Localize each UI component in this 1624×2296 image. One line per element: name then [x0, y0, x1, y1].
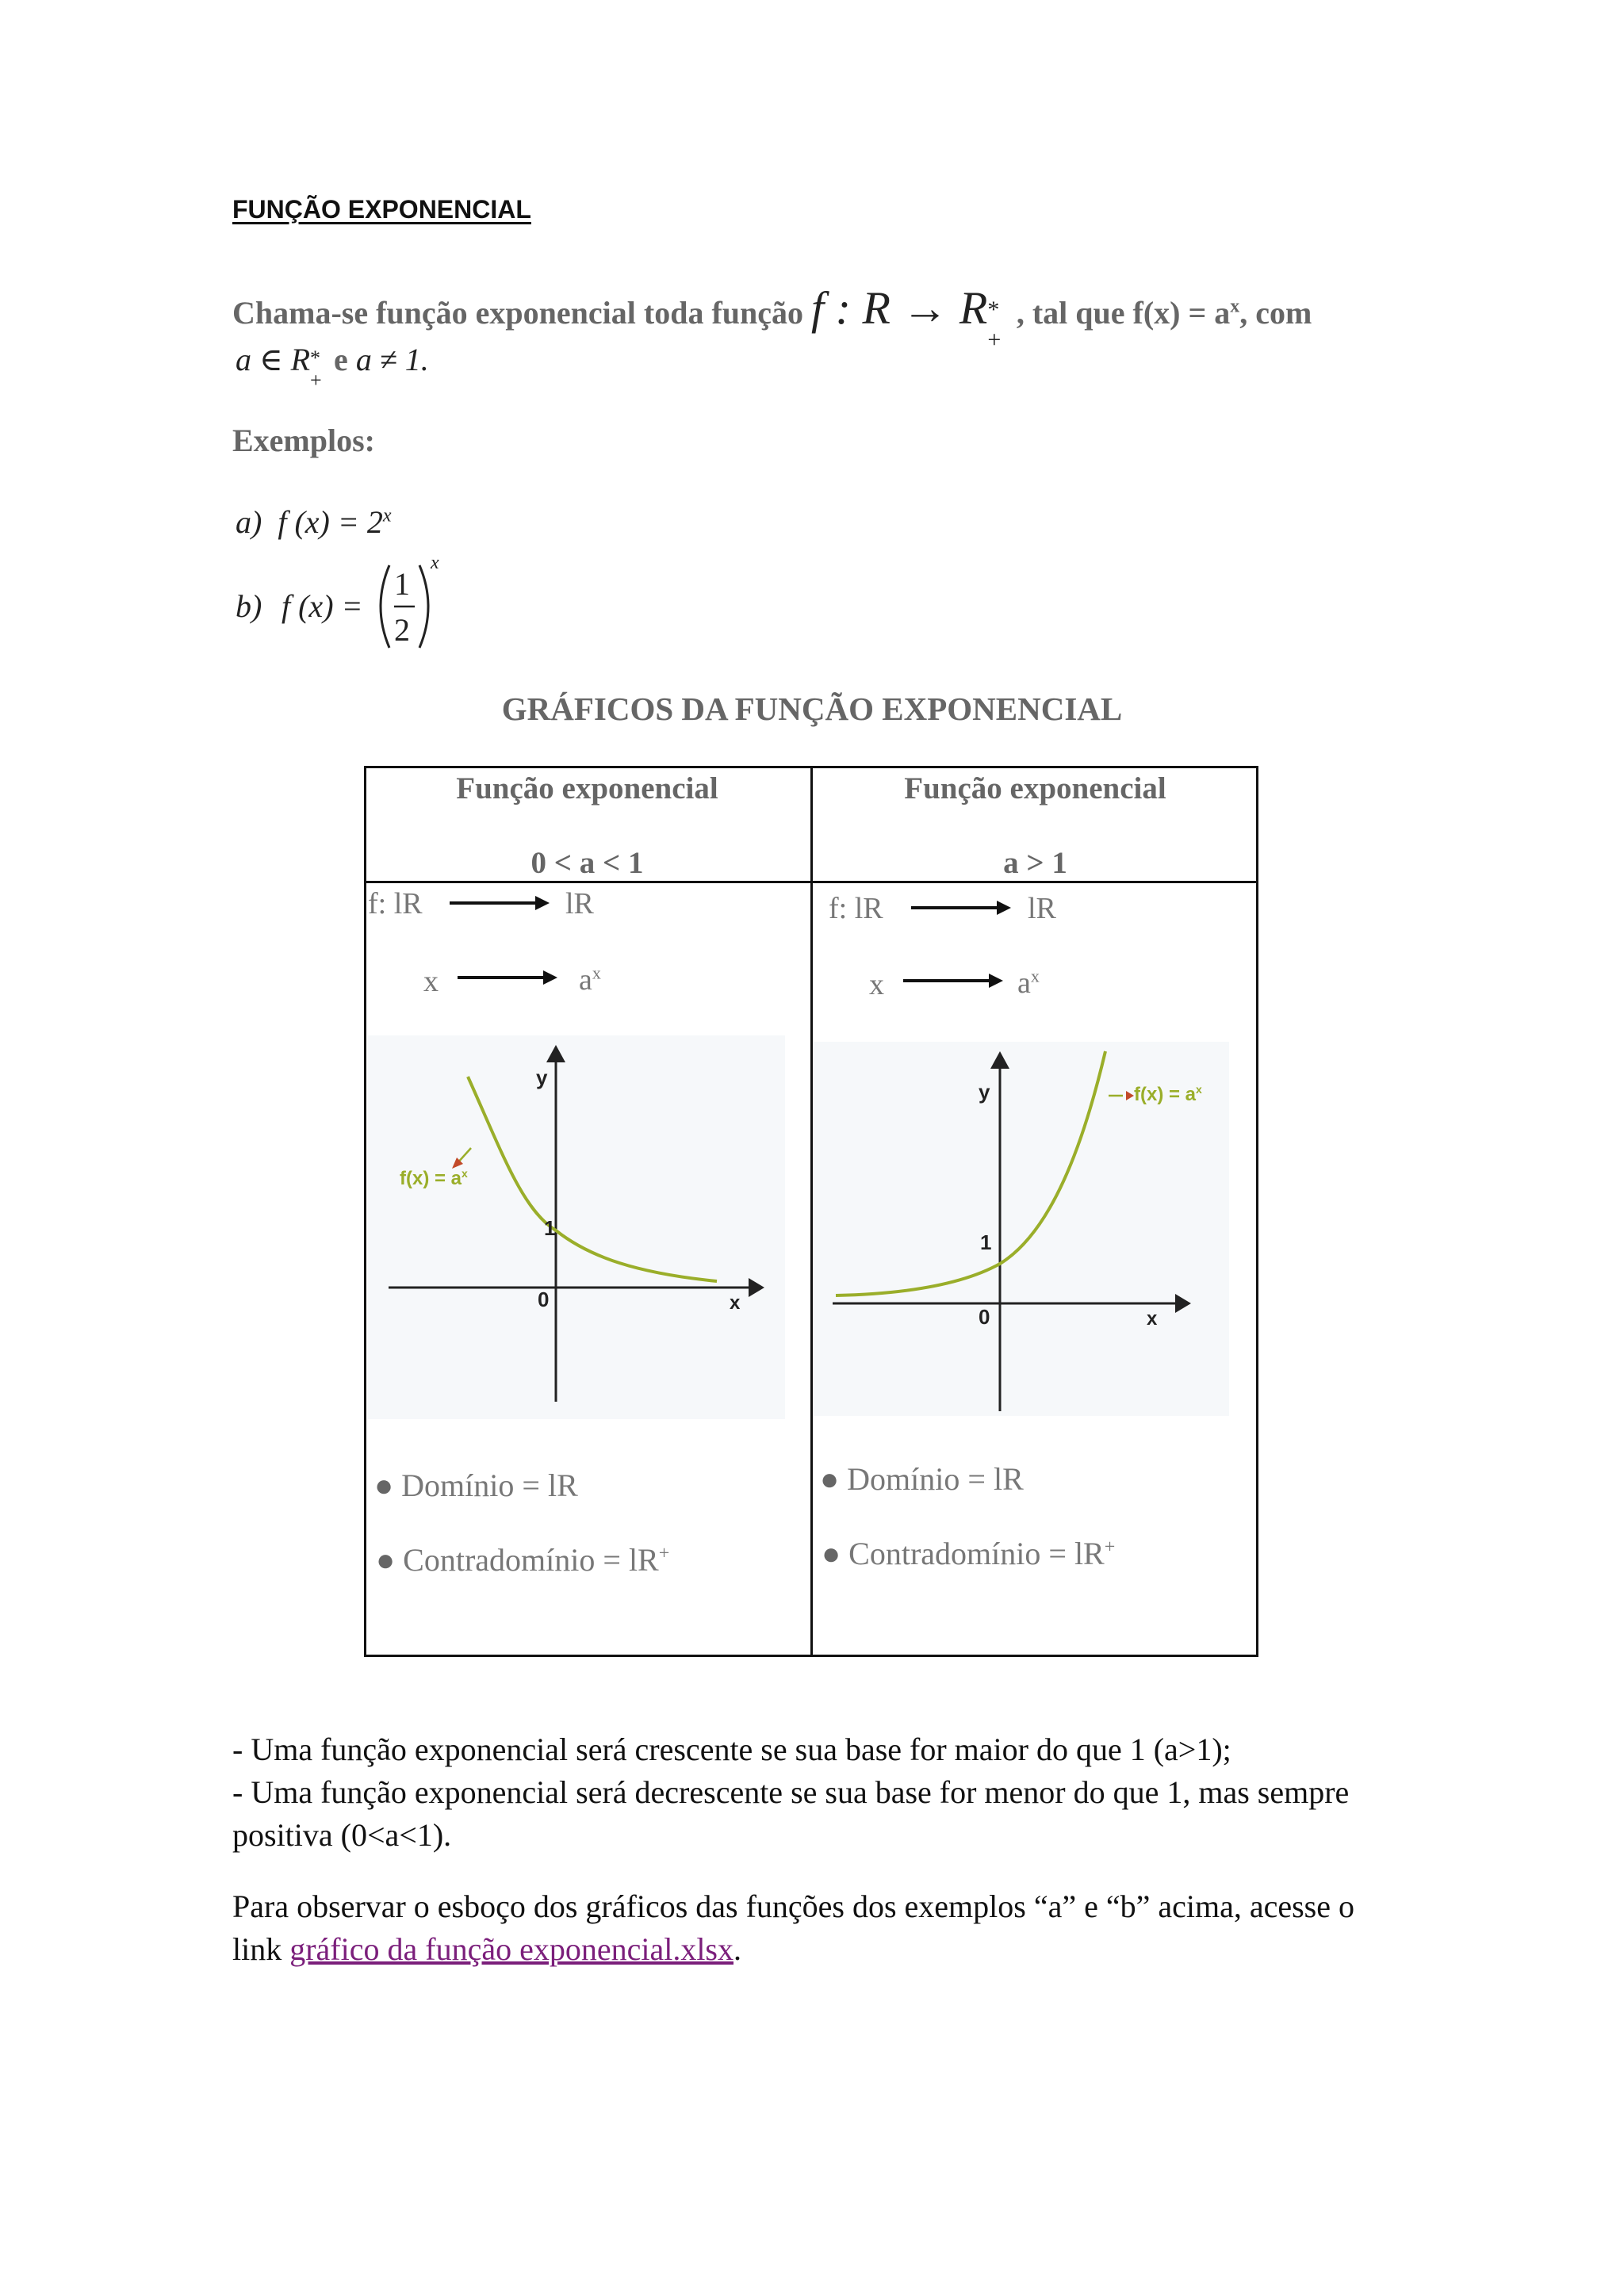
spreadsheet-link[interactable]: gráfico da função exponencial.xlsx: [289, 1931, 733, 1967]
col1-map-ax: $a^x$: [579, 962, 601, 997]
growth-curve: [836, 1051, 1105, 1295]
col1-codomain: ● Contradomínio = lR+: [376, 1542, 670, 1578]
y-axis-label: y: [536, 1066, 548, 1089]
y-axis-arrow: [990, 1051, 1009, 1069]
col2-arrow2-icon: [902, 969, 1005, 993]
col1-header-title: Função exponencial: [456, 771, 718, 806]
col1-arrow-icon: [448, 891, 551, 915]
col1-header-condition: 0 < a < 1: [530, 846, 644, 880]
function-mapping: f : R → R * +: [811, 282, 1002, 353]
col1-map-codomain: lR: [565, 887, 594, 920]
note-decreasing: - Uma função exponencial será decrescente se sua base for menor do que 1, mas sempre: [232, 1774, 1350, 1810]
col2-domain: ● Domínio = lR: [820, 1461, 1024, 1497]
x-axis-arrow: [1175, 1294, 1191, 1313]
note-increasing: - Uma função exponencial será crescente se sua base for maior do que 1 (a>1);: [232, 1732, 1231, 1767]
one-label: 1: [544, 1216, 556, 1240]
col2-header-title: Função exponencial: [904, 771, 1166, 806]
curve-label: $f(x) = a^x$: [400, 1167, 468, 1189]
col2-map-f: f: lR: [829, 892, 883, 925]
col2-arrow-icon: [910, 896, 1013, 920]
note-decreasing-cont: positiva (0<a<1).: [232, 1817, 452, 1853]
decay-curve: [468, 1077, 717, 1281]
col1-map-f: f: lR: [368, 887, 423, 920]
graph-decreasing: [368, 1035, 785, 1419]
y-axis-arrow: [546, 1045, 565, 1062]
definition-prefix: Chama-se função exponencial toda função: [232, 295, 804, 331]
table-header-divider: [364, 881, 1258, 883]
page-title: FUNÇÃO EXPONENCIAL: [232, 195, 531, 224]
origin-label: 0: [979, 1305, 990, 1329]
col2-map-codomain: lR: [1028, 892, 1056, 925]
fraction-numerator: 1: [394, 566, 410, 602]
col2-map-ax: $a^x$: [1017, 966, 1040, 1000]
curve-label: $f(x) = a^x$: [1134, 1083, 1202, 1105]
closing-paragraph: Para observar o esboço dos gráficos das funções dos exemplos “a” e “b” acima, acesse o link gráfico da função exponencial.xlsx.: [232, 1888, 1354, 1967]
table-column-divider: [810, 766, 813, 1657]
col2-header-condition: a > 1: [1003, 846, 1067, 880]
x-axis-arrow: [749, 1278, 764, 1297]
x-axis-label: x: [730, 1292, 741, 1314]
col1-arrow2-icon: [456, 966, 559, 989]
x-axis-label: x: [1147, 1308, 1158, 1330]
fraction-denominator: 2: [394, 612, 410, 648]
col2-map-x: x: [869, 968, 884, 1001]
definition-line-2: a ∈ R * + e a ≠ 1.: [236, 342, 429, 392]
definition-line-1: Chama-se função exponencial toda função f : R → R * + , tal que $f(x) = a^x$, com: [232, 282, 1312, 353]
one-label: 1: [980, 1230, 992, 1254]
bullet-icon: ●: [820, 1461, 840, 1497]
example-a: a) f $(x) = 2^x$: [236, 504, 392, 540]
bullet-icon: ●: [822, 1536, 841, 1571]
notes-block: [232, 1728, 1398, 1857]
graphs-section-title: GRÁFICOS DA FUNÇÃO EXPONENCIAL: [501, 691, 1123, 727]
col2-codomain: ● Contradomínio = lR+: [822, 1536, 1116, 1571]
examples-label: Exemplos:: [232, 423, 375, 458]
col1-domain: ● Domínio = lR: [374, 1468, 578, 1503]
y-axis-label: y: [979, 1080, 990, 1104]
bullet-icon: ●: [376, 1542, 396, 1578]
origin-label: 0: [538, 1288, 550, 1311]
col1-map-x: x: [423, 965, 439, 998]
bullet-icon: ●: [374, 1468, 394, 1503]
graph-increasing: [814, 1042, 1229, 1416]
